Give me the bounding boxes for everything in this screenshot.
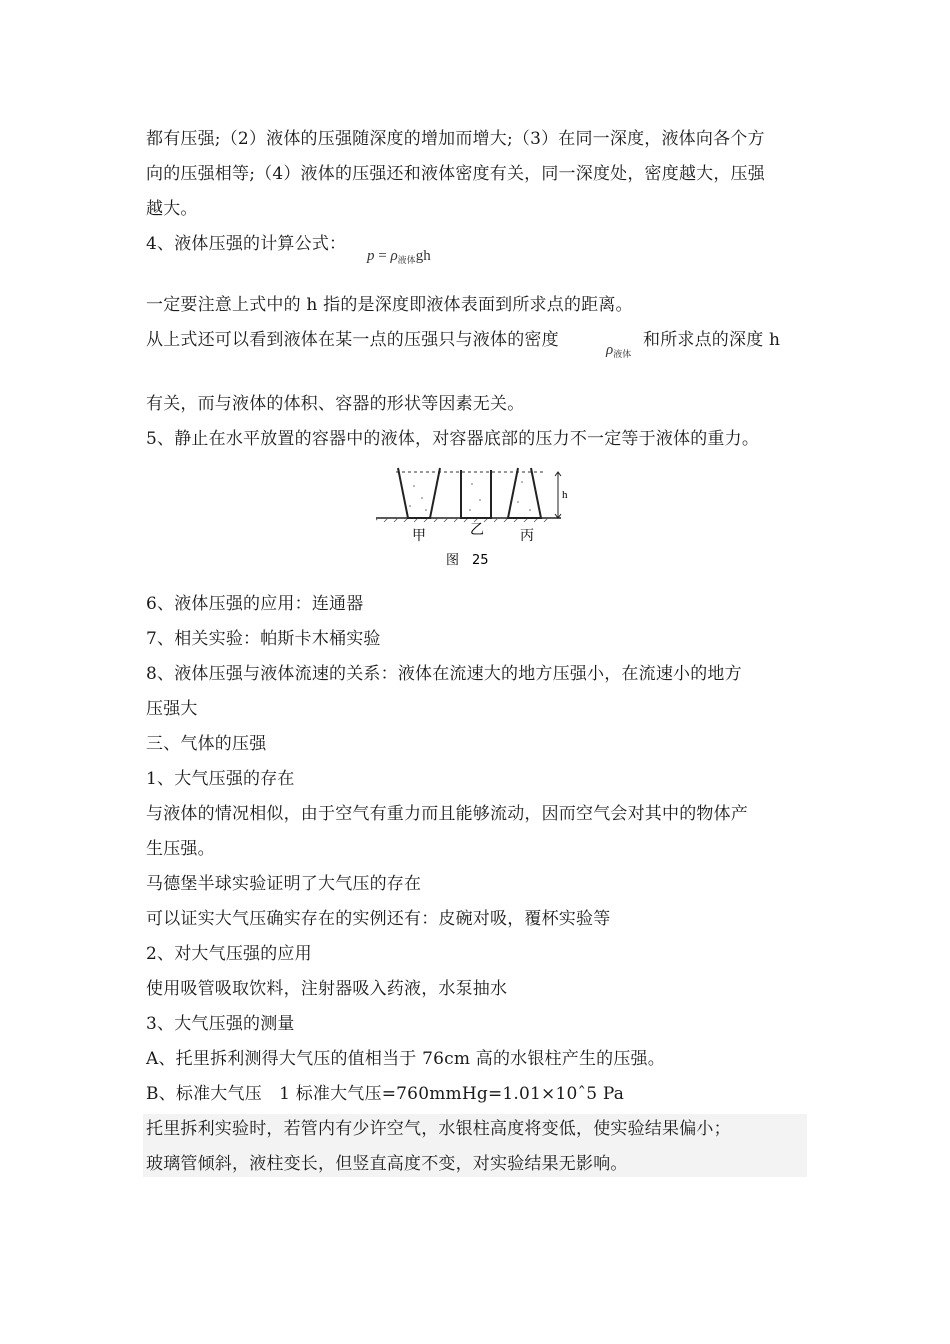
text-line: 和所求点的深度 h (643, 330, 781, 350)
text-line: 4、液体压强的计算公式： (146, 234, 347, 254)
text-line: 可以证实大气压确实存在的实例还有：皮碗对吸，覆杯实验等 (146, 909, 611, 929)
text-line: 马德堡半球实验证明了大气压的存在 (146, 874, 422, 894)
text-line: A、托里拆利测得大气压的值相当于 76cm 高的水银柱产生的压强。 (146, 1049, 665, 1069)
text-line: 7、相关实验：帕斯卡木桶实验 (146, 629, 381, 649)
figure-label-yi: 乙 (470, 522, 484, 538)
text-line: 8、液体压强与液体流速的关系：液体在流速大的地方压强小，在流速小的地方 (146, 664, 742, 684)
text-line: 2、对大气压强的应用 (146, 944, 312, 964)
figure-caption: 图 25 (446, 553, 489, 568)
text-line: 从上式还可以看到液体在某一点的压强只与液体的密度 (146, 330, 559, 350)
figure-label-jia: 甲 (412, 528, 426, 544)
text-line: 1、大气压强的存在 (146, 769, 295, 789)
text-line: 玻璃管倾斜，液柱变长，但竖直高度不变，对实验结果无影响。 (146, 1154, 628, 1174)
text-line: 有关，而与液体的体积、容器的形状等因素无关。 (146, 394, 525, 414)
text-line: B、标准大气压 1 标准大气压=760mmHg=1.01×10ˆ5 Pa (146, 1084, 625, 1104)
text-line: 向的压强相等;（4）液体的压强还和液体密度有关，同一深度处，密度越大，压强 (146, 164, 765, 184)
text-line: 一定要注意上式中的 h 指的是深度即液体表面到所求点的距离。 (146, 295, 633, 315)
text-line: 使用吸管吸取饮料，注射器吸入药液，水泵抽水 (146, 979, 508, 999)
text-line: 生压强。 (146, 839, 215, 859)
density-symbol: $\rho_{液体}$ (606, 342, 632, 359)
text-line: 越大。 (146, 199, 198, 219)
text-line: 6、液体压强的应用：连通器 (146, 594, 364, 614)
pressure-formula: $p = \rho_{液体}gh$ (367, 248, 431, 265)
text-line: 5、静止在水平放置的容器中的液体，对容器底部的压力不一定等于液体的重力。 (146, 429, 760, 449)
text-line: 托里拆利实验时，若管内有少许空气，水银柱高度将变低，使实验结果偏小； (146, 1119, 731, 1139)
section-heading: 三、气体的压强 (146, 734, 267, 754)
text-line: 3、大气压强的测量 (146, 1014, 295, 1034)
text-line: 与液体的情况相似，由于空气有重力而且能够流动，因而空气会对其中的物体产 (146, 804, 748, 824)
text-line: 压强大 (146, 699, 198, 719)
figure-label-bing: 丙 (520, 528, 534, 544)
text-line: 都有压强;（2）液体的压强随深度的增加而增大;（3）在同一深度，液体向各个方 (146, 129, 765, 149)
containers-figure (376, 462, 576, 572)
h-label: h (562, 489, 568, 501)
